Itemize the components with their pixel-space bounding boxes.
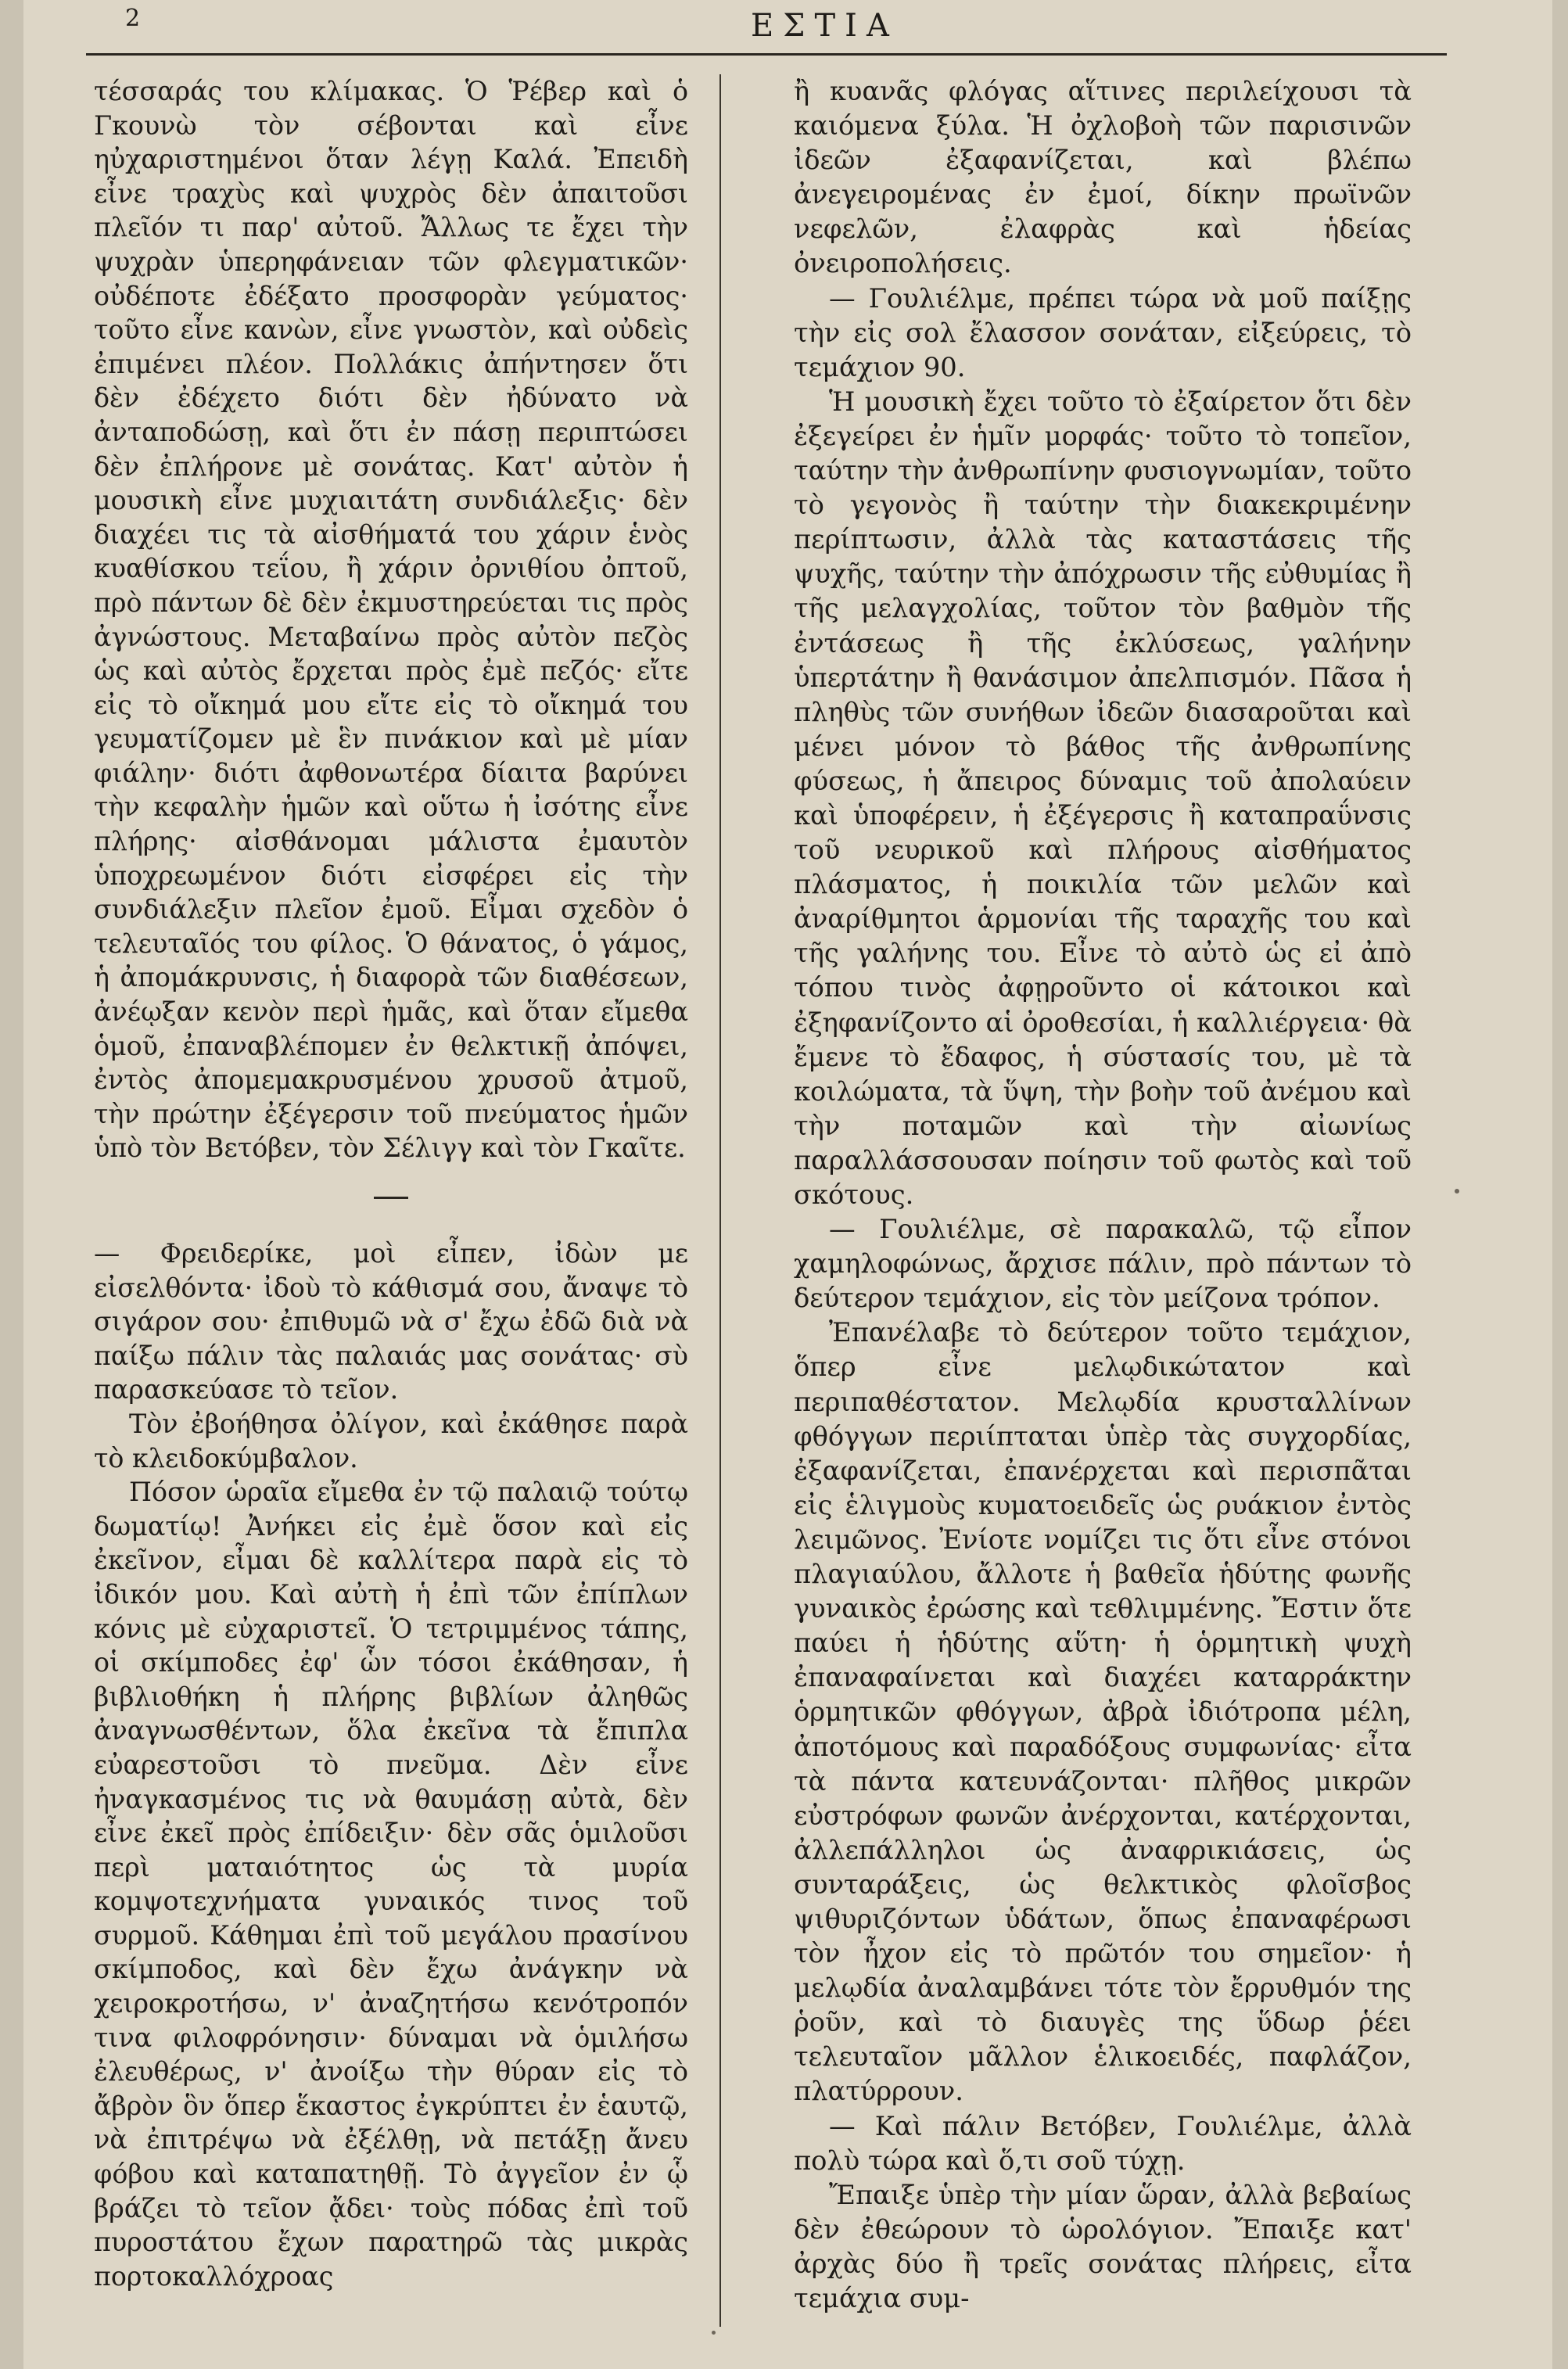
left-paragraph: — Φρειδερίκε, μοὶ εἶπεν, ἰδὼν με εἰσελθόντα· ἰδοὺ τὸ κάθισμά σου, ἄναψε τὸ σιγάρον σου· ἐπιθυμῶ νὰ σ' ἔχω ἐδῶ διὰ νὰ παίξω πάλιν τὰς παλαιάς μας σονάτας· σὺ παρασκεύασε τὸ τεῖον. (94, 1238, 688, 1405)
left-paragraph: Πόσον ὡραῖα εἴμεθα ἐν τῷ παλαιῷ τούτῳ δωματίῳ! Ἀνήκει εἰς ἐμὲ ὅσον καὶ εἰς ἐκεῖνον, εἶμαι δὲ καλλίτερα παρὰ εἰς τὸ ἰδικόν μου. Καὶ αὐτὴ ἡ ἐπὶ τῶν ἐπίπλων κόνις μὲ εὐχαριστεῖ. Ὁ τετριμμένος τάπης, οἱ σκίμποδες ἐφ' ὧν τόσοι ἐκάθησαν, ἡ βιβλιοθήκη ἡ πλήρης βιβλίων ἀληθῶς ἀναγνωσθέντων, ὅλα ἐκεῖνα τὰ ἔπιπλα εὐαρεστοῦσι τὸ πνεῦμα. Δὲν εἶνε ἠναγκασμένος τις νὰ θαυμάσῃ αὐτὰ, δὲν εἶνε ἐκεῖ πρὸς ἐπίδειξιν· δὲν σᾶς ὁμιλοῦσι περὶ ματαιότητος ὡς τὰ μυρία κομψοτεχνήματα γυναικός τινος τοῦ συρμοῦ. Κάθημαι ἐπὶ τοῦ μεγάλου πρασίνου σκίμποδος, καὶ δὲν ἔχω ἀνάγκην νὰ χειροκροτήσω, ν' ἀναζητήσω κενότροπόν τινα φιλοφρόνησιν· δύναμαι νὰ ὁμιλήσω ἐλευθέρως, ν' ἀνοίξω τὴν θύραν εἰς τὸ ἄβρὸν ὃν ὅπερ ἕκαστος ἐγκρύπτει ἐν ἑαυτῷ, νὰ ἐπιτρέψω νὰ ἐξέλθῃ, νὰ πετάξῃ ἄνευ φόβου καὶ καταπατηθῇ. Τὸ ἀγγεῖον ἐν ᾧ βράζει τὸ τεῖον ᾄδει· τοὺς πόδας ἐπὶ τοῦ πυροστάτου ἔχων παρατηρῶ τὰς μικρὰς πορτοκαλλόχροας (94, 1477, 688, 2292)
right-paragraph: Ἐπανέλαβε τὸ δεύτερον τοῦτο τεμάχιον, ὅπερ εἶνε μελῳδικώτατον καὶ περιπαθέστατον. Μελῳδία κρυσταλλίνων φθόγγων περιίπταται ὑπὲρ τὰς συγχορδίας, ἐξαφανίζεται, ἐπανέρχεται καὶ περισπᾶται εἰς ἑλιγμοὺς κυματοειδεῖς ὡς ρυάκιον ἐντὸς λειμῶνος. Ἐνίοτε νομίζει τις ὅτι εἶνε στόνοι πλαγιαύλου, ἄλλοτε ἡ βαθεῖα ἡδύτης φωνῆς γυναικὸς ἐρώσης καὶ τεθλιμμένης. Ἔστιν ὅτε παύει ἡ ἡδύτης αὕτη· ἡ ὁρμητικὴ ψυχὴ ἐπαναφαίνεται καὶ διαχέει καταρράκτην ὁρμητικῶν φθόγγων, ἀβρὰ ἰδιότροπα μέλη, ἀποτόμους καὶ παραδόξους συμφωνίας· εἶτα τὰ πάντα κατευνάζονται· πλῆθος μικρῶν εὐστρόφων φωνῶν ἀνέρχονται, κατέρχονται, ἀλλεπάλληλοι ὡς ἀναφρικιάσεις, ὡς συνταράξεις, ὡς θελκτικὸς φλοῖσβος ψιθυριζόντων ὑδάτων, ὅπως ἐπαναφέρωσι τὸν ἦχον εἰς τὸ πρῶτόν του σημεῖον· ἡ μελῳδία ἀναλαμβάνει τότε τὸν ἔρρυθμόν της ῥοῦν, καὶ τὸ διαυγὲς της ὕδωρ ῥέει τελευταῖον μᾶλλον ἑλικοειδές, παφλάζον, πλατύρρουν. (794, 1317, 1412, 2107)
paper-fleck (1455, 1189, 1459, 1193)
left-column (94, 74, 688, 2293)
right-paragraph: ἢ κυανᾶς φλόγας αἵτινες περιλείχουσι τὰ καιόμενα ξύλα. Ἡ ὀχλοβοὴ τῶν παρισινῶν ἰδεῶν ἐξαφανίζεται, καὶ βλέπω ἀνεγειρομένας ἐν ἐμοί, δίκην πρωϊνῶν νεφελῶν, ἐλαφρὰς καὶ ἡδείας ὀνειροπολήσεις. (794, 76, 1412, 279)
right-paragraph: — Γουλιέλμε, πρέπει τώρα νὰ μοῦ παίξῃς τὴν εἰς σολ ἔλασσον σονάταν, εἰξεύρεις, τὸ τεμάχιον 90. (794, 282, 1412, 382)
right-paragraph: Ἡ μουσικὴ ἔχει τοῦτο τὸ ἐξαίρετον ὅτι δὲν ἐξεγείρει ἐν ἡμῖν μορφάς· τοῦτο τὸ τοπεῖον, ταύτην τὴν ἀνθρωπίνην φυσιογνωμίαν, τοῦτο τὸ γεγονὸς ἢ ταύτην τὴν διακεκριμένην περίπτωσιν, ἀλλὰ τὰς καταστάσεις τῆς ψυχῆς, ταύτην τὴν ἀπόχρωσιν τῆς εὐθυμίας ἢ τῆς μελαγχολίας, τοῦτον τὸν βαθμὸν τῆς ἐντάσεως ἢ τῆς ἐκλύσεως, γαλήνην ὑπερτάτην ἢ θανάσιμον ἀπελπισμόν. Πᾶσα ἡ πληθὺς τῶν συνήθων ἰδεῶν διασαροῦται καὶ μένει μόνον τὸ βάθος τῆς ἀνθρωπίνης φύσεως, ἡ ἄπειρος δύναμις τοῦ ἀπολαύειν καὶ ὑποφέρειν, ἡ ἐξέγερσις ἢ καταπραΰνσις τοῦ νευρικοῦ καὶ πλήρους αἰσθήματος πλάσματος, ἡ ποικιλία τῶν μελῶν καὶ ἀναρίθμητοι ἁρμονίαι τῆς ταραχῆς του καὶ τῆς γαλήνης του. Εἶνε τὸ αὐτὸ ὡς εἰ ἀπὸ τόπου τινὸς ἀφῃροῦντο οἱ κάτοικοι καὶ ἐξηφανίζοντο αἱ ὀροθεσίαι, ἡ καλλιέργεια· θὰ ἔμενε τὸ ἔδαφος, ἡ σύστασίς του, μὲ τὰ κοιλώματα, τὰ ὕψη, τὴν βοὴν τοῦ ἀνέμου καὶ τὴν ποταμῶν καὶ τὴν αἰωνίως παραλλάσσουσαν ποίησιν τοῦ φωτὸς καὶ τοῦ σκότους. (794, 386, 1412, 1210)
right-paragraph: — Γουλιέλμε, σὲ παρακαλῶ, τῷ εἶπον χαμηλοφώνως, ἄρχισε πάλιν, πρὸ πάντων τὸ δεύτερον τεμάχιον, εἰς τὸν μείζονα τρόπον. (794, 1214, 1412, 1314)
section-divider (374, 1197, 408, 1199)
newspaper-page (23, 0, 1552, 2369)
header-rule (86, 53, 1447, 56)
page-header (23, 0, 1552, 63)
left-paragraph: Τὸν ἐβοήθησα ὀλίγον, καὶ ἐκάθησε παρὰ τὸ κλειδοκύμβαλον. (94, 1408, 688, 1473)
page-number: 2 (125, 5, 142, 32)
left-paragraph: τέσσαράς του κλίμακας. Ὁ Ῥέβερ καὶ ὁ Γκουνὼ τὸν σέβονται καὶ εἶνε ηὐχαριστημένοι ὅταν λέγῃ Καλά. Ἐπειδὴ εἶνε τραχὺς καὶ ψυχρὸς δὲν ἀπαιτοῦσι πλεῖόν τι παρ' αὐτοῦ. Ἄλλως τε ἔχει τὴν ψυχρὰν ὑπερηφάνειαν τῶν φλεγματικῶν· οὐδέποτε ἐδέξατο προσφορὰν γεύματος· τοῦτο εἶνε κανὼν, εἶνε γνωστὸν, καὶ οὐδεὶς ἐπιμένει πλέον. Πολλάκις ἀπήντησεν ὅτι δὲν ἐδέχετο διότι δὲν ἠδύνατο νὰ ἀνταποδώσῃ, καὶ ὅτι ἐν πάσῃ περιπτώσει δὲν ἐπλήρονε μὲ σονάτας. Κατ' αὐτὸν ἡ μουσικὴ εἶνε μυχιαιτάτη συνδιάλεξις· δὲν διαχέει τις τὰ αἰσθήματά του χάριν ἑνὸς κυαθίσκου τεΐου, ἢ χάριν ὀρνιθίου ὀπτοῦ, πρὸ πάντων δὲ δὲν ἐκμυστηρεύεται τις πρὸς ἀγνώστους. Μεταβαίνω πρὸς αὐτὸν πεζὸς ὡς καὶ αὐτὸς ἔρχεται πρὸς ἐμὲ πεζός· εἴτε εἰς τὸ οἴκημά μου εἴτε εἰς τὸ οἴκημά του γευματίζομεν μὲ ἓν πινάκιον καὶ μὲ μίαν φιάλην· διότι ἀφθονωτέρα δίαιτα βαρύνει τὴν κεφαλὴν ἡμῶν καὶ οὕτω ἡ ἰσότης εἶνε πλήρης· αἰσθάνομαι μάλιστα ἐμαυτὸν ὑποχρεωμένον διότι εἰσφέρει εἰς τὴν συνδιάλεξιν πλεῖον ἐμοῦ. Εἶμαι σχεδὸν ὁ τελευταῖός του φίλος. Ὁ θάνατος, ὁ γάμος, ἡ ἀπομάκρυνσις, ἡ διαφορὰ τῶν διαθέσεων, ἀνέῳξαν κενὸν περὶ ἡμᾶς, καὶ ὅταν εἴμεθα ὁμοῦ, ἐπαναβλέπομεν ἐν θελκτικῇ ἀπόψει, ἐντὸς ἀπομεμακρυσμένου χρυσοῦ ἀτμοῦ, τὴν πρώτην ἐξέγερσιν τοῦ πνεύματος ἡμῶν ὑπὸ τὸν Βετόβεν, τὸν Σέλιγγ καὶ τὸν Γκαῖτε. (94, 76, 688, 1164)
right-paragraph: — Καὶ πάλιν Βετόβεν, Γουλιέλμε, ἀλλὰ πολὺ τώρα καὶ ὅ,τι σοῦ τύχῃ. (794, 2110, 1412, 2176)
column-divider (719, 74, 721, 2327)
right-paragraph: Ἔπαιξε ὑπὲρ τὴν μίαν ὥραν, ἀλλὰ βεβαίως δὲν ἐθεώρουν τὸ ὡρολόγιον. Ἔπαιξε κατ' ἀρχὰς δύο ἢ τρεῖς σονάτας πλήρεις, εἶτα τεμάχια συμ- (794, 2179, 1412, 2313)
right-column (794, 74, 1412, 2316)
journal-title: ΕΣΤΙΑ (751, 8, 899, 44)
paper-fleck (712, 2331, 716, 2335)
